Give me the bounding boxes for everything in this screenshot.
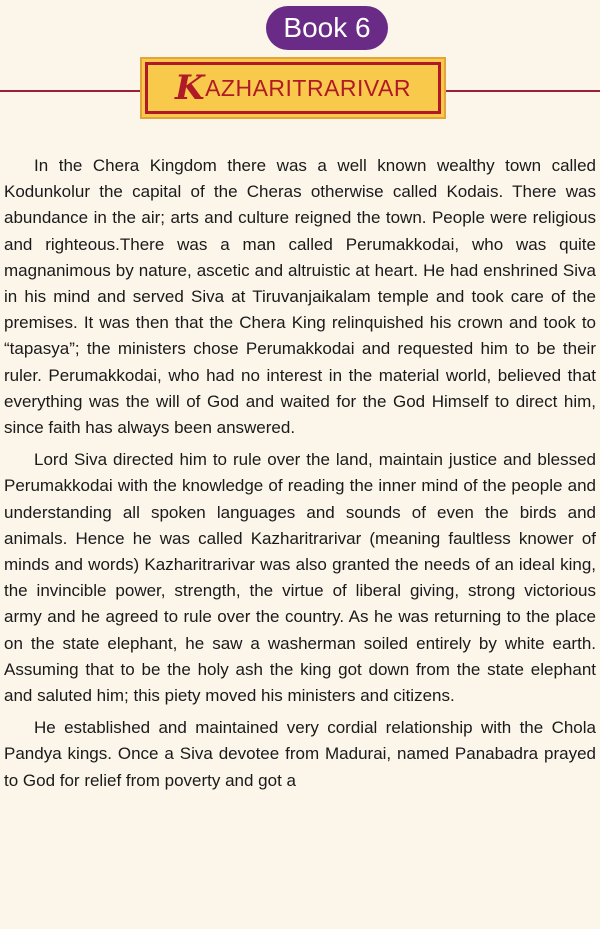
paragraph-3: He established and maintained very cordial relationship with the Chola Pandya kings. Once a Siva devotee from Madurai, named Panabadra prayed to God for relief from poverty and got a [4, 718, 596, 790]
paragraph-2: Lord Siva directed him to rule over the land, maintain justice and blessed Perumakkodai with the knowledge of reading the inner mind of the people and understanding all spoken languages and sounds of even the birds and animals. Hence he was called Kazharitrarivar (meaning faultless knower of minds and words) Kazharitrarivar was also granted the needs of an ideal king, the invincible power, strength, the virtue of liberal giving, strong victorious army and he agreed to rule over the country. As he was returning to the place on the state elephant, he saw a washerman soiled entirely by white earth. Assuming that to be the holy ash the king got down from the state elephant and saluted him; this piety moved his ministers and citizens. [4, 450, 596, 706]
book-number-badge [266, 6, 388, 50]
paragraph-1: In the Chera Kingdom there was a well known wealthy town called Kodunkolur the capital of the Cheras otherwise called Kodais. There was abundance in the air; arts and culture reigned the town. People were religious and righteous.There was a man called Perumakkodai, who was quite magnanimous by nature, ascetic and altruistic at heart. He had enshrined Siva in his mind and served Siva at Tiruvanjaikalam temple and took care of the premises. It was then that the Chera King relinquished his crown and took to “tapasya”; the ministers chose Perumakkodai and requested him to be their ruler. Perumakkodai, who had no interest in the material world, believed that everything was the will of God and waited for the God Himself to direct him, since faith has always been answered. [4, 156, 596, 438]
chapter-title-banner [145, 62, 441, 114]
chapter-title-initial: K [175, 68, 206, 108]
chapter-title-rest: AZHARITRARIVAR [205, 75, 411, 101]
article-body [4, 153, 596, 794]
book-number-label: Book 6 [283, 12, 371, 43]
chapter-title [175, 68, 411, 108]
